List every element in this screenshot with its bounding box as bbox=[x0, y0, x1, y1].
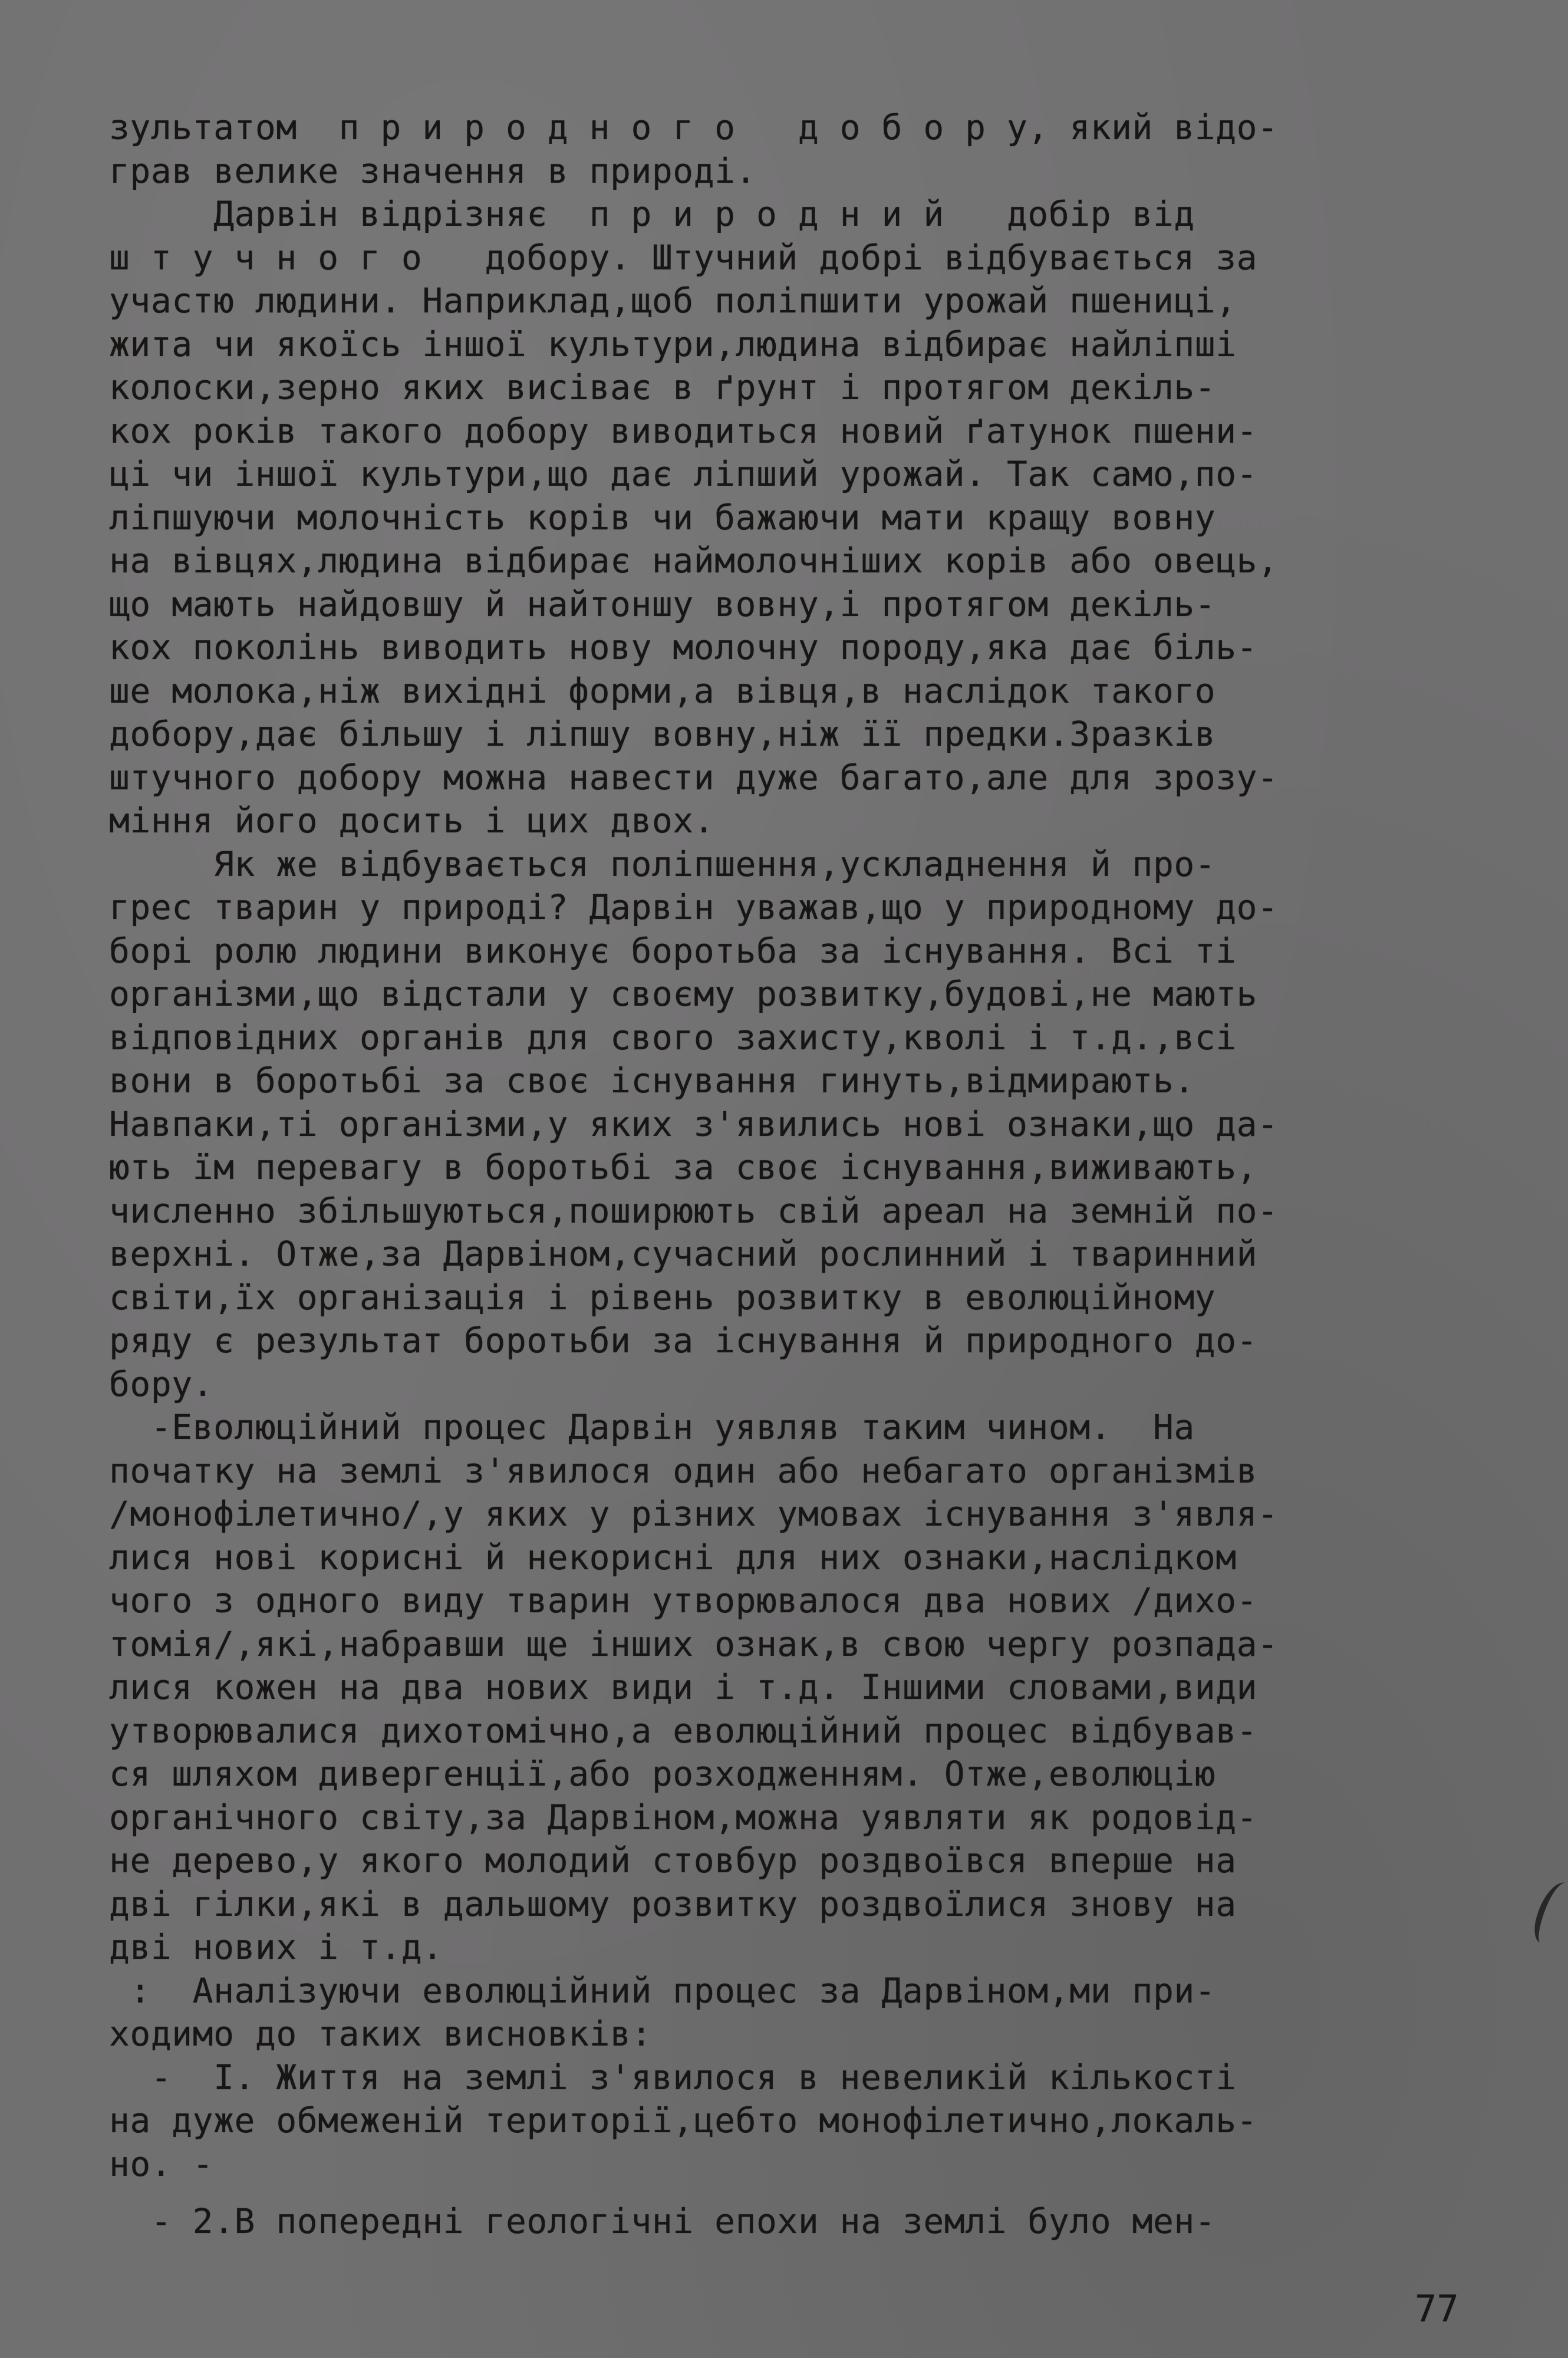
text-line: колоски,зерно яких висіває в ґрунт і протягом декіль- bbox=[109, 367, 1216, 407]
text-line: світи,їх організація і рівень розвитку в еволюційному bbox=[109, 1277, 1216, 1318]
text-line: утворювалися дихотомічно,а еволюційний процес відбував- bbox=[109, 1710, 1258, 1751]
text-line: : Аналізуючи еволюційний процес за Дарвіном,ми при- bbox=[109, 1970, 1216, 2011]
text-line: дві гілки,які в дальшому розвитку роздвоїлися знову на bbox=[109, 1883, 1237, 1924]
body-text bbox=[109, 106, 1536, 2244]
text-line: ше молока,ніж вихідні форми,а вівця,в наслідок такого bbox=[109, 670, 1216, 711]
text-line: на вівцях,людина відбирає наймолочніших корів або овець, bbox=[109, 541, 1279, 581]
text-line: на дуже обмеженій території,цебто монофілетично,локаль- bbox=[109, 2100, 1258, 2140]
text-line: органічного світу,за Дарвіном,можна уявляти як родовід- bbox=[109, 1797, 1258, 1837]
text-line: - 2.В попередні геологічні епохи на землі було мен- bbox=[109, 2201, 1216, 2241]
page-number: 77 bbox=[1415, 2287, 1459, 2330]
text-line: Як же відбувається поліпшення,ускладнення й про- bbox=[109, 844, 1216, 884]
text-line: кох поколінь виводить нову молочну породу,яка дає біль- bbox=[109, 627, 1258, 667]
text-line: добору,дає більшу і ліпшу вовну,ніж її предки.Зразків bbox=[109, 714, 1216, 754]
text-line: ся шляхом дивергенції,або розходженням. Отже,еволюцію bbox=[109, 1754, 1216, 1794]
text-line: вони в боротьбі за своє існування гинуть,відмирають. bbox=[109, 1061, 1195, 1101]
text-line: верхні. Отже,за Дарвіном,сучасний рослинний і тваринний bbox=[109, 1234, 1258, 1274]
text-line: - І. Життя на землі з'явилося в невеликій кількості bbox=[109, 2057, 1237, 2097]
text-line: чого з одного виду тварин утворювалося два нових /дихо- bbox=[109, 1580, 1258, 1621]
text-line: зультатом п р и р о д н о г о д о б о р у, який відо- bbox=[109, 107, 1279, 147]
text-line: томія/,які,набравши ще інших ознак,в свою чергу розпада- bbox=[109, 1623, 1279, 1664]
text-line: ють їм перевагу в боротьбі за своє існування,виживають, bbox=[109, 1147, 1258, 1187]
text-line: борі ролю людини виконує боротьба за існування. Всі ті bbox=[109, 930, 1237, 971]
text-line: лися кожен на два нових види і т.д. Іншими словами,види bbox=[109, 1667, 1258, 1707]
text-line: дві нових і т.д. bbox=[109, 1927, 443, 1967]
text-line: штучного добору можна навести дуже багато,але для зрозу- bbox=[109, 757, 1279, 798]
text-line: ліпшуючи молочність корів чи бажаючи мати кращу вовну bbox=[109, 497, 1216, 538]
text-line: що мають найдовшу й найтоншу вовну,і протягом декіль- bbox=[109, 584, 1216, 624]
text-line: грав велике значення в природі. bbox=[109, 150, 756, 191]
text-line: но. - bbox=[109, 2143, 214, 2184]
text-line: ці чи іншої культури,що дає ліпший урожай. Так само,по- bbox=[109, 454, 1258, 494]
text-line: не дерево,у якого молодий стовбур роздвоївся вперше на bbox=[109, 1840, 1237, 1881]
line-gap bbox=[109, 2186, 1536, 2200]
text-line: лися нові корисні й некорисні для них ознаки,наслідком bbox=[109, 1537, 1237, 1578]
text-line: Дарвін відрізняє п р и р о д н и й добір від bbox=[109, 194, 1195, 234]
text-line: численно збільшуються,поширюють свій ареал на земній по- bbox=[109, 1190, 1279, 1231]
text-line: бору. bbox=[109, 1364, 214, 1404]
text-line: -Еволюційний процес Дарвін уявляв таким чином. На bbox=[109, 1407, 1195, 1447]
text-line: жита чи якоїсь іншої культури,людина відбирає найліпші bbox=[109, 324, 1237, 364]
text-line: кох років такого добору виводиться новий ґатунок пшени- bbox=[109, 410, 1258, 451]
text-line: /монофілетично/,у яких у різних умовах існування з'явля- bbox=[109, 1494, 1279, 1534]
text-line: відповідних органів для свого захисту,кволі і т.д.,всі bbox=[109, 1017, 1237, 1058]
text-line: ш т у ч н о г о добору. Штучний добрі відбувається за bbox=[109, 237, 1258, 278]
text-line: ряду є результат боротьби за існування й природного до- bbox=[109, 1320, 1258, 1361]
text-line: Навпаки,ті організми,у яких з'явились нові ознаки,що да- bbox=[109, 1104, 1279, 1144]
text-line: ходимо до таких висновків: bbox=[109, 2014, 652, 2054]
text-line: організми,що відстали у своєму розвитку,будові,не мають bbox=[109, 974, 1258, 1014]
text-line: грес тварин у природі? Дарвін уважав,що у природному до- bbox=[109, 887, 1279, 927]
text-line: участю людини. Наприклад,щоб поліпшити урожай пшениці, bbox=[109, 281, 1237, 321]
text-line: початку на землі з'явилося один або небагато організмів bbox=[109, 1450, 1258, 1491]
text-line: міння його досить і цих двох. bbox=[109, 801, 715, 841]
